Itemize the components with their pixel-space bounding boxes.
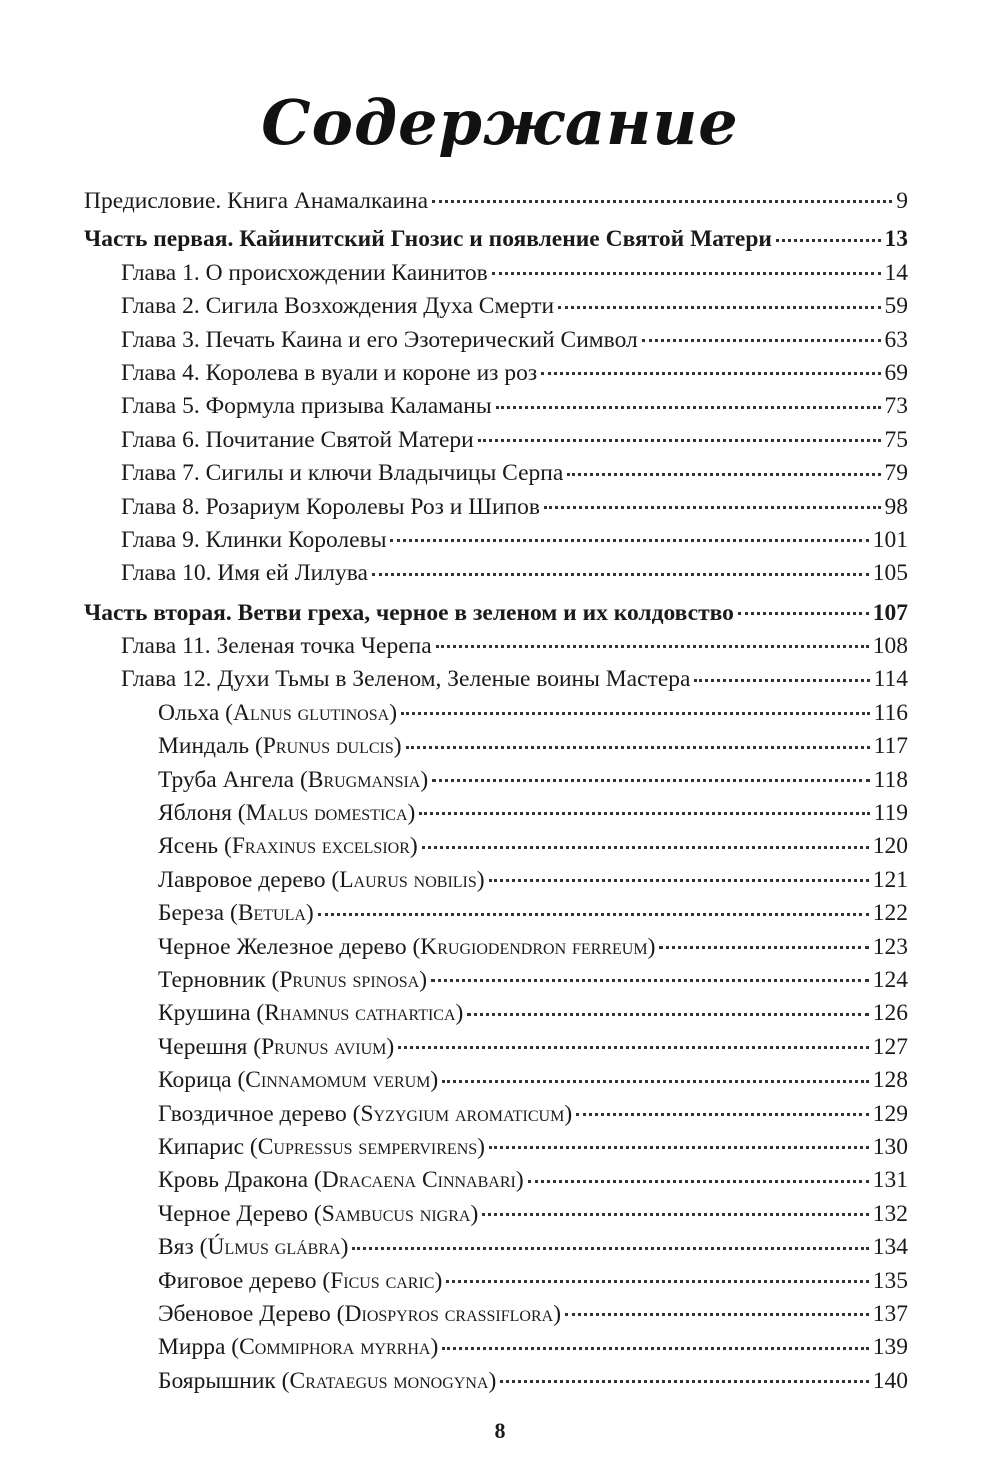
toc-entry-label	[158, 997, 463, 1030]
dot-leader	[576, 1112, 869, 1116]
toc-page-number: 122	[872, 900, 908, 927]
toc-entry-title: Фиговое дерево (	[158, 1267, 331, 1294]
dot-leader	[528, 1179, 869, 1183]
toc-entry-title: Кипарис (	[158, 1133, 258, 1160]
toc-page-number: 127	[872, 1033, 908, 1060]
toc-entry-close-paren: )	[393, 733, 402, 760]
toc-entry-title: Глава 1. О происхождении Каинитов	[121, 259, 488, 286]
toc-entry-label	[158, 730, 402, 763]
toc-page-number: 114	[873, 666, 908, 693]
toc-entry-label	[158, 1198, 478, 1231]
toc-entry-label	[158, 1265, 442, 1298]
toc-entry-close-paren: )	[419, 966, 428, 993]
dot-leader	[422, 845, 869, 849]
dot-leader	[432, 199, 892, 203]
toc-entry-label	[158, 764, 428, 797]
toc-page-number: 73	[884, 393, 908, 420]
toc-entry-title: Часть первая. Кайинитский Гнозис и появление Святой Матери	[84, 226, 772, 253]
toc-page-number: 116	[873, 699, 908, 726]
toc-entry-close-paren: )	[515, 1167, 524, 1194]
toc-entry-label	[121, 491, 540, 524]
toc-subentry	[84, 964, 908, 997]
toc-entry-label	[158, 1064, 438, 1097]
toc-entry-latin-name: Ficus caric	[330, 1267, 435, 1294]
toc-entry-title: Глава 11. Зеленая точка Черепа	[121, 633, 432, 660]
toc-entry-label	[158, 797, 415, 830]
toc-entry-title: Вяз (	[158, 1234, 208, 1261]
toc-page-number: 75	[884, 426, 908, 453]
toc-entry-close-paren: )	[477, 1133, 485, 1160]
toc-entry-close-paren: )	[430, 1067, 439, 1094]
toc-subentry	[84, 1098, 908, 1131]
toc-entry-label	[158, 697, 397, 730]
toc-entry-label	[158, 1231, 348, 1264]
toc-page-number: 124	[872, 966, 908, 993]
toc-entry	[84, 357, 908, 390]
dot-leader	[406, 745, 870, 749]
toc-entry-latin-name: Laurus nobilis	[339, 866, 477, 893]
toc-entry-close-paren: )	[407, 800, 416, 827]
toc-entry-title: Мирра (	[158, 1334, 240, 1361]
toc-entry-label	[121, 424, 474, 457]
toc-entry-close-paren: )	[430, 1334, 439, 1361]
toc-entry-title: Глава 5. Формула призыва Каламаны	[121, 393, 492, 420]
toc-entry-label	[121, 257, 488, 290]
toc-subentry	[84, 1131, 908, 1164]
toc-entry-title: Крушина (	[158, 1000, 265, 1027]
toc-entry-close-paren: )	[470, 1200, 479, 1227]
dot-leader	[419, 811, 869, 815]
toc-page-number: 13	[884, 226, 908, 253]
toc-entry-close-paren: )	[420, 766, 429, 793]
toc-page-number: 118	[873, 766, 908, 793]
toc-entry-title: Глава 10. Имя ей Лилува	[121, 560, 368, 587]
toc-page-number: 101	[872, 526, 908, 553]
toc-entry-label	[158, 1365, 496, 1398]
toc-entry-label	[158, 1098, 572, 1131]
toc-page-number: 129	[872, 1100, 908, 1127]
toc-entry-latin-name: Cupressus sempervirens	[257, 1133, 478, 1160]
page-title: Содержание	[261, 86, 739, 159]
toc-page-number: 132	[872, 1200, 908, 1227]
toc-entry-latin-name: Fraxinus excelsior	[231, 833, 410, 860]
dot-leader	[776, 238, 881, 242]
toc-entry-close-paren: )	[434, 1267, 443, 1294]
dot-leader	[390, 538, 868, 542]
toc-entry-title: Черешня (	[158, 1033, 262, 1060]
toc-entry-title: Глава 2. Сигила Возхождения Духа Смерти	[121, 293, 555, 320]
toc-entry	[84, 491, 908, 524]
dot-leader	[489, 878, 869, 882]
toc-entry-label	[121, 457, 563, 490]
dot-leader	[565, 1312, 869, 1316]
toc-entry-title: Глава 6. Почитание Святой Матери	[121, 426, 474, 453]
toc-entry-label	[121, 390, 492, 423]
toc-subentry	[84, 997, 908, 1030]
toc-entry-label	[121, 324, 638, 357]
toc-entry	[84, 185, 908, 218]
toc-subentry	[84, 1031, 908, 1064]
dot-leader	[489, 1145, 869, 1149]
toc-entry-close-paren: )	[340, 1234, 349, 1261]
toc-entry-label	[121, 663, 690, 696]
toc-subentry	[84, 730, 908, 763]
toc-entry	[84, 630, 908, 663]
toc-entry-close-paren: )	[553, 1300, 562, 1327]
toc-page-number: 105	[872, 560, 908, 587]
toc-entry-latin-name: Diospyros crassiflora	[344, 1300, 554, 1327]
toc-entry-title: Глава 4. Королева в вуали и короне из роз	[121, 359, 538, 386]
toc-entry-close-paren: )	[305, 900, 314, 927]
dot-leader	[431, 978, 869, 982]
toc-page-number: 79	[884, 460, 908, 487]
toc-entry	[84, 257, 908, 290]
toc-entry	[84, 557, 908, 590]
toc-entry-latin-name: Rhamnus cathartica	[264, 1000, 456, 1027]
toc-page-number: 135	[872, 1267, 908, 1294]
toc-page-number: 69	[884, 359, 908, 386]
toc-entry-label	[84, 185, 428, 218]
toc-entry	[84, 390, 908, 423]
toc-entry-close-paren: )	[386, 1033, 395, 1060]
toc-subentry	[84, 1231, 908, 1264]
toc-entry-latin-name: Malus domestica	[245, 800, 408, 827]
toc-entry-close-paren: )	[647, 933, 656, 960]
toc-subentry	[84, 1064, 908, 1097]
dot-leader	[659, 945, 868, 949]
dot-leader	[694, 678, 869, 682]
toc-subentry	[84, 1298, 908, 1331]
toc-entry-title: Эбеновое Дерево (	[158, 1300, 345, 1327]
toc-page-number: 107	[872, 599, 908, 626]
toc-entry-title: Терновник (	[158, 966, 280, 993]
toc-subentry	[84, 1365, 908, 1398]
toc-page-number: 108	[872, 633, 908, 660]
dot-leader	[401, 711, 870, 715]
dot-leader	[496, 405, 881, 409]
toc-entry-label	[121, 290, 554, 323]
toc-subentry	[84, 1164, 908, 1197]
toc-entry-title: Труба Ангела (	[158, 766, 308, 793]
toc-entry-close-paren: )	[564, 1100, 573, 1127]
toc-part-entry	[84, 597, 908, 630]
toc-entry-title: Береза (	[158, 900, 238, 927]
toc-entry-title: Глава 8. Розариум Королевы Роз и Шипов	[121, 493, 540, 520]
toc-page-number: 9	[896, 188, 908, 214]
toc-page-number: 137	[872, 1300, 908, 1327]
toc-page-number: 130	[872, 1133, 908, 1160]
toc-entry-label	[121, 630, 432, 663]
toc-entry	[84, 324, 908, 357]
toc-page-number: 14	[884, 259, 908, 286]
toc-entry-label	[121, 524, 386, 557]
toc-page-number: 98	[884, 493, 908, 520]
dot-leader	[500, 1379, 868, 1383]
toc-entry-title: Глава 7. Сигилы и ключи Владычицы Серпа	[121, 460, 564, 487]
toc-entry-label	[158, 964, 427, 997]
toc-entry-title: Яблоня (	[158, 800, 246, 827]
toc-entry-title: Корица (	[158, 1067, 246, 1094]
toc-entry-latin-name: Prunus dulcis	[262, 733, 394, 760]
toc-entry	[84, 290, 908, 323]
dot-leader	[482, 1212, 868, 1216]
dot-leader	[352, 1246, 868, 1250]
toc-subentry	[84, 1265, 908, 1298]
dot-leader	[642, 338, 881, 342]
dot-leader	[738, 611, 869, 615]
toc-entry-title: Кровь Дракона (	[158, 1167, 322, 1194]
toc-entry-label	[158, 830, 418, 863]
toc-page-number: 123	[872, 933, 908, 960]
toc-entry-latin-name: Prunus avium	[261, 1033, 387, 1060]
toc-entry-title: Лавровое дерево (	[158, 866, 340, 893]
toc-entry-title: Миндаль (	[158, 733, 263, 760]
dot-leader	[467, 1012, 868, 1016]
toc-entry-label	[158, 1331, 438, 1364]
dot-leader	[544, 505, 881, 509]
toc-page-number: 117	[873, 733, 908, 760]
toc-entry-label	[121, 557, 368, 590]
toc-entry-latin-name: Cinnamomum verum	[245, 1067, 431, 1094]
toc-page-number: 126	[872, 1000, 908, 1027]
toc-entry-title: Глава 12. Духи Тьмы в Зеленом, Зеленые воины Мастера	[121, 666, 691, 693]
toc-entry	[84, 524, 908, 557]
toc-entry-label	[84, 597, 734, 630]
toc-entry-title: Гвоздичное дерево (	[158, 1100, 361, 1127]
toc-entry-label	[158, 864, 485, 897]
toc-entry-latin-name: Commiphora myrrha	[239, 1334, 431, 1361]
toc-entry-title: Черное Дерево (	[158, 1200, 322, 1227]
dot-leader	[492, 271, 881, 275]
toc-entry-label	[158, 1164, 524, 1197]
toc-entry-title: Глава 3. Печать Каина и его Эзотерический Символ	[121, 326, 638, 353]
toc-entry-latin-name: Sambucus nigra	[321, 1200, 471, 1227]
toc-entry-label	[158, 931, 655, 964]
toc-entry-label	[158, 1298, 561, 1331]
toc-page-number: 119	[873, 800, 908, 827]
dot-leader	[318, 912, 869, 916]
toc-entry	[84, 457, 908, 490]
toc-part-entry	[84, 223, 908, 256]
toc-entry	[84, 663, 908, 696]
table-of-contents	[84, 185, 908, 1398]
toc-subentry	[84, 697, 908, 730]
toc-entry-title: Ольха (	[158, 699, 233, 726]
dot-leader	[442, 1079, 869, 1083]
toc-subentry	[84, 897, 908, 930]
toc-subentry	[84, 864, 908, 897]
dot-leader	[372, 572, 869, 576]
toc-entry-latin-name: Brugmansia	[307, 766, 421, 793]
toc-entry-close-paren: )	[455, 1000, 464, 1027]
toc-subentry	[84, 797, 908, 830]
toc-entry	[84, 424, 908, 457]
dot-leader	[567, 472, 880, 476]
toc-entry-close-paren: )	[409, 833, 418, 860]
toc-entry-latin-name: Syzygium aromaticum	[360, 1100, 565, 1127]
toc-entry-title: Глава 9. Клинки Королевы	[121, 526, 387, 553]
toc-entry-title: Боярышник (	[158, 1367, 290, 1394]
toc-entry-close-paren: )	[476, 866, 485, 893]
dot-leader	[442, 1346, 868, 1350]
toc-entry-latin-name: Dracaena Cinnabari	[321, 1167, 516, 1194]
toc-page-number: 63	[884, 326, 908, 353]
dot-leader	[436, 644, 869, 648]
toc-entry-close-paren: )	[389, 699, 398, 726]
toc-entry-label	[158, 897, 314, 930]
toc-entry-label	[158, 1031, 394, 1064]
toc-entry-latin-name: Crataegus monogyna	[289, 1367, 489, 1394]
toc-page-number: 139	[872, 1334, 908, 1361]
toc-entry-latin-name: Úlmus glábra	[207, 1234, 341, 1261]
toc-subentry	[84, 931, 908, 964]
toc-page-number: 120	[872, 833, 908, 860]
page-number: 8	[494, 1418, 506, 1443]
dot-leader	[541, 371, 880, 375]
toc-subentry	[84, 1198, 908, 1231]
toc-subentry	[84, 1331, 908, 1364]
toc-entry-label	[158, 1131, 485, 1164]
dot-leader	[398, 1045, 869, 1049]
toc-entry-close-paren: )	[488, 1367, 497, 1394]
toc-entry-label	[84, 223, 772, 256]
toc-entry-latin-name: Krugiodendron ferreum	[420, 933, 648, 960]
toc-entry-title: Ясень (	[158, 833, 232, 860]
toc-subentry	[84, 830, 908, 863]
toc-subentry	[84, 764, 908, 797]
toc-entry-latin-name: Betula	[237, 900, 306, 927]
toc-entry-latin-name: Alnus glutinosa	[233, 699, 390, 726]
toc-entry-title: Черное Железное дерево (	[158, 933, 421, 960]
toc-page-number: 121	[872, 866, 908, 893]
dot-leader	[432, 778, 869, 782]
toc-page-number: 140	[872, 1367, 908, 1394]
dot-leader	[446, 1279, 868, 1283]
toc-entry-title: Часть вторая. Ветви греха, черное в зеленом и их колдовство	[84, 599, 734, 626]
dot-leader	[478, 438, 881, 442]
toc-entry-label	[121, 357, 537, 390]
toc-page-number: 128	[872, 1067, 908, 1094]
toc-page-number: 59	[884, 293, 908, 320]
toc-page-number: 131	[872, 1167, 908, 1194]
toc-entry-latin-name: Prunus spinosa	[279, 966, 420, 993]
toc-entry-title: Предисловие. Книга Анамалкаина	[84, 188, 429, 214]
dot-leader	[558, 305, 880, 309]
toc-page-number: 134	[872, 1234, 908, 1261]
